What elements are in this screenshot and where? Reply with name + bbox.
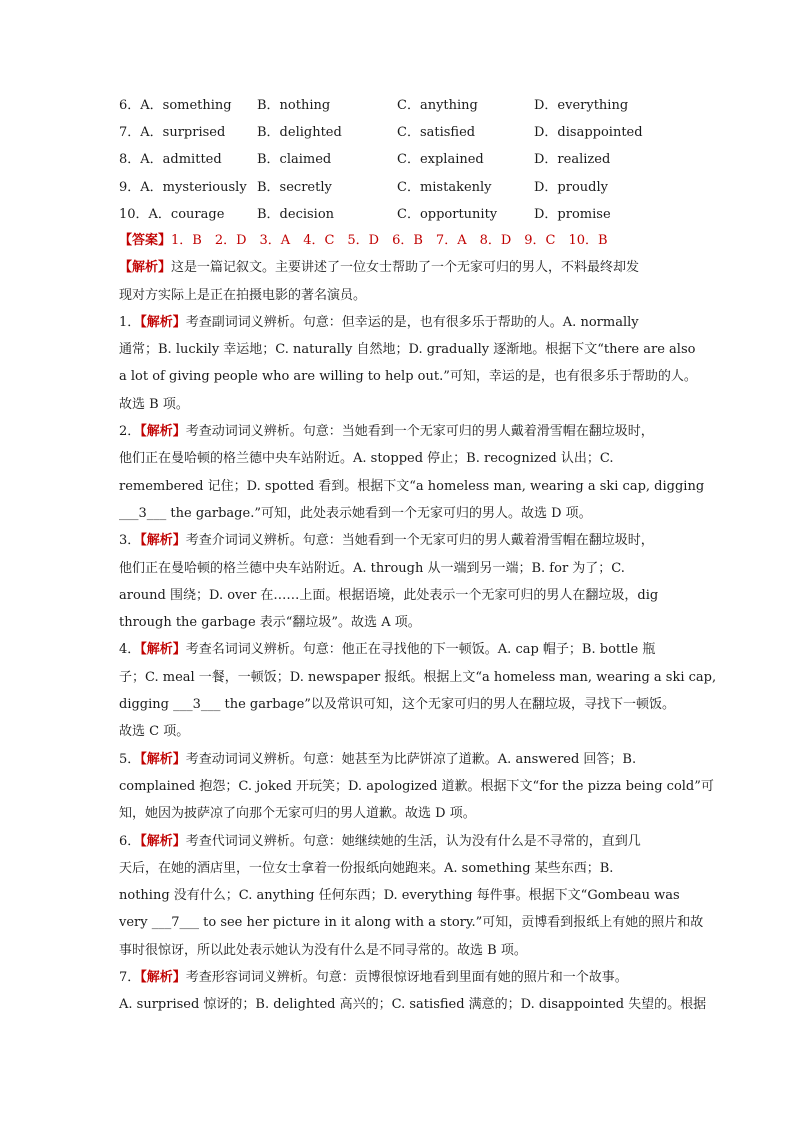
analysis-label: 【解析】 bbox=[119, 260, 172, 276]
item-label: 【解析】 bbox=[140, 833, 186, 849]
item-7-line: A. surprised 惊讶的；B. delighted 高兴的；C. satisfied 满意的；D. disappointed 失望的。根据 bbox=[119, 997, 707, 1013]
item-text: 考查动词词义辨析。句意：她甚至为比萨饼凉了道歉。A. answered 回答；B. bbox=[185, 751, 637, 767]
item-6-line: nothing 没有什么；C. anything 任何东西；D. everything 每件事。根据下文“Gombeau was bbox=[119, 888, 680, 904]
item-3-line: 他们正在曼哈顿的格兰德中央车站附近。A. through 从一端到另一端；B. for 为了；C. bbox=[119, 560, 625, 576]
option-c: C．explained bbox=[397, 152, 484, 168]
option-d: D．realized bbox=[534, 152, 611, 168]
item-label: 【解析】 bbox=[140, 424, 186, 440]
item-6-line: 天后，在她的酒店里，一位女士拿着一份报纸向她跑来。A. something 某些东西；B. bbox=[119, 860, 614, 876]
item-label: 【解析】 bbox=[140, 751, 186, 767]
item-6-line bbox=[119, 828, 679, 855]
item-2-line: ___3___ the garbage.”可知，此处表示她看到一个无家可归的男人。故选 D 项。 bbox=[119, 505, 592, 521]
item-4-line bbox=[119, 636, 679, 663]
item-3-line: around 围绕；D. over 在……上面。根据语境，此处表示一个无家可归的男人在翻垃圾，dig bbox=[119, 587, 659, 603]
item-number: 1． bbox=[119, 314, 141, 330]
item-label: 【解析】 bbox=[140, 970, 186, 986]
answer-analysis bbox=[119, 227, 717, 1019]
option-row-7 bbox=[119, 119, 719, 146]
item-label: 【解析】 bbox=[140, 314, 186, 330]
option-d: D．everything bbox=[534, 98, 629, 113]
item-1-line bbox=[119, 309, 679, 336]
item-number: 2． bbox=[119, 424, 141, 440]
item-text: 考查动词词义辨析。句意：当她看到一个无家可归的男人戴着滑雪帽在翻垃圾时， bbox=[185, 424, 654, 440]
option-row-9 bbox=[119, 174, 719, 201]
item-2-line: remembered 记住；D. spotted 看到。根据下文“a homeless man, wearing a ski cap, digging bbox=[119, 478, 705, 494]
option-a: 7．A．surprised bbox=[119, 125, 226, 141]
option-a: 10．A．courage bbox=[119, 206, 225, 222]
option-a: 9．A．mysteriously bbox=[119, 179, 247, 195]
item-label: 【解析】 bbox=[140, 642, 186, 658]
item-5-line: complained 抱怨；C. joked 开玩笑；D. apologized 道歉。根据下文“for the pizza being cold”可 bbox=[119, 778, 714, 794]
item-3-line: through the garbage 表示“翻垃圾”。故选 A 项。 bbox=[119, 615, 421, 631]
item-6-line: very ___7___ to see her picture in it along with a story.”可知，贡博看到报纸上有她的照片和故 bbox=[119, 915, 704, 931]
option-b: B．decision bbox=[257, 206, 335, 222]
option-b: B．secretly bbox=[257, 179, 332, 195]
option-row-6 bbox=[119, 92, 719, 119]
item-2-line bbox=[119, 418, 679, 445]
item-7-line bbox=[119, 964, 679, 991]
answer-label: 【答案】 bbox=[119, 233, 172, 248]
item-5-line: 知，她因为披萨凉了向那个无家可归的男人道歉。故选 D 项。 bbox=[119, 806, 476, 822]
item-6-line: 事时很惊讶，所以此处表示她认为没有什么是不同寻常的。故选 B 项。 bbox=[119, 942, 527, 958]
item-number: 6． bbox=[119, 833, 141, 849]
item-number: 3． bbox=[119, 533, 141, 549]
item-2-line: 他们正在曼哈顿的格兰德中央车站附近。A. stopped 停止；B. recognized 认出；C. bbox=[119, 451, 614, 467]
option-b: B．claimed bbox=[257, 152, 332, 168]
item-4-line: 子；C. meal 一餐，一顿饭；D. newspaper 报纸。根据上文“a homeless man, wearing a ski cap, bbox=[119, 669, 717, 685]
option-c: C．opportunity bbox=[397, 206, 498, 222]
answer-line bbox=[119, 227, 679, 254]
item-text: 考查代词词义辨析。句意：她继续她的生活，认为没有什么是不寻常的，直到几 bbox=[185, 833, 641, 849]
option-d: D．disappointed bbox=[534, 125, 643, 141]
item-label: 【解析】 bbox=[140, 533, 186, 549]
option-c: C．satisfied bbox=[397, 125, 476, 141]
item-5-line bbox=[119, 746, 679, 773]
item-number: 7． bbox=[119, 970, 141, 986]
item-number: 4． bbox=[119, 642, 141, 658]
item-1-line: 故选 B 项。 bbox=[119, 396, 189, 412]
item-1-line: 通常；B. luckily 幸运地；C. naturally 自然地；D. gradually 逐渐地。根据下文“there are also bbox=[119, 342, 696, 358]
item-text: 考查介词词义辨析。句意：当她看到一个无家可归的男人戴着滑雪帽在翻垃圾时， bbox=[185, 533, 654, 549]
item-number: 5． bbox=[119, 751, 141, 767]
item-4-line: digging ___3___ the garbage”以及常识可知，这个无家可归的男人在翻垃圾，寻找下一顿饭。 bbox=[119, 697, 675, 713]
option-row-10 bbox=[119, 201, 719, 228]
analysis-line bbox=[119, 254, 679, 281]
analysis-line: 现对方实际上是正在拍摄电影的著名演员。 bbox=[119, 287, 367, 303]
option-a: 6．A．something bbox=[119, 98, 232, 113]
item-4-line: 故选 C 项。 bbox=[119, 724, 190, 740]
analysis-text: 这是一篇记叙文。主要讲述了一位女士帮助了一个无家可归的男人，不料最终却发 bbox=[171, 260, 640, 276]
item-text: 考查名词词义辨析。句意：他正在寻找他的下一顿饭。A. cap 帽子；B. bottle 瓶 bbox=[185, 642, 656, 658]
option-row-8 bbox=[119, 146, 719, 173]
option-b: B．delighted bbox=[257, 125, 342, 141]
item-1-line: a lot of giving people who are willing to help out.”可知，幸运的是，也有很多乐于帮助的人。 bbox=[119, 369, 697, 385]
option-a: 8．A．admitted bbox=[119, 152, 222, 168]
option-d: D．proudly bbox=[534, 179, 608, 195]
option-b: B．nothing bbox=[257, 98, 331, 113]
option-c: C．anything bbox=[397, 98, 478, 113]
option-d: D．promise bbox=[534, 206, 611, 222]
answer-text: 1．B 2．D 3．A 4．C 5．D 6．B 7．A 8．D 9．C 10．B bbox=[171, 233, 608, 248]
option-list bbox=[119, 92, 719, 228]
item-text: 考查形容词词义辨析。句意：贡博很惊讶地看到里面有她的照片和一个故事。 bbox=[185, 970, 628, 986]
item-text: 考查副词词义辨析。句意：但幸运的是，也有很多乐于帮助的人。A. normally bbox=[185, 314, 639, 330]
option-c: C．mistakenly bbox=[397, 179, 492, 195]
item-3-line bbox=[119, 527, 679, 554]
